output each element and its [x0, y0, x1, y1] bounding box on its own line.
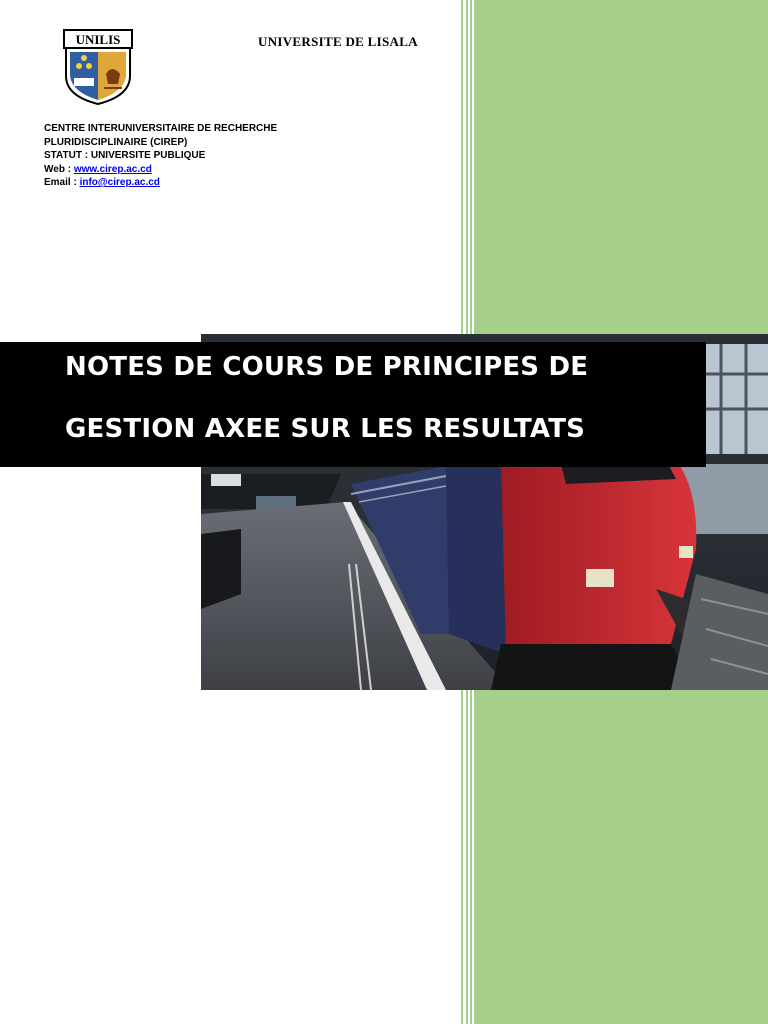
university-name: UNIVERSITE DE LISALA	[258, 34, 418, 49]
document-title-line-2: GESTION AXEE SUR LES RESULTATS	[65, 414, 586, 444]
email-label: Email :	[44, 177, 80, 188]
email-line	[44, 176, 277, 190]
centre-name-line-1: CENTRE INTERUNIVERSITAIRE DE RECHERCHE	[44, 123, 278, 134]
centre-name-line-2: PLURIDISCIPLINAIRE (CIREP)	[44, 136, 188, 148]
institution-info	[44, 122, 277, 190]
web-label: Web :	[44, 163, 74, 175]
statut-line: STATUT : UNIVERSITE PUBLIQUE	[44, 150, 206, 161]
university-logo	[60, 28, 136, 106]
web-link[interactable]: www.cirep.ac.cd	[73, 163, 152, 175]
email-link[interactable]: info@cirep.ac.cd	[79, 177, 160, 188]
document-title-line-1: NOTES DE COURS DE PRINCIPES DE	[65, 352, 589, 382]
title-banner	[0, 342, 706, 467]
web-line	[44, 163, 277, 177]
svg-text:UNILIS: UNILIS	[75, 32, 121, 47]
